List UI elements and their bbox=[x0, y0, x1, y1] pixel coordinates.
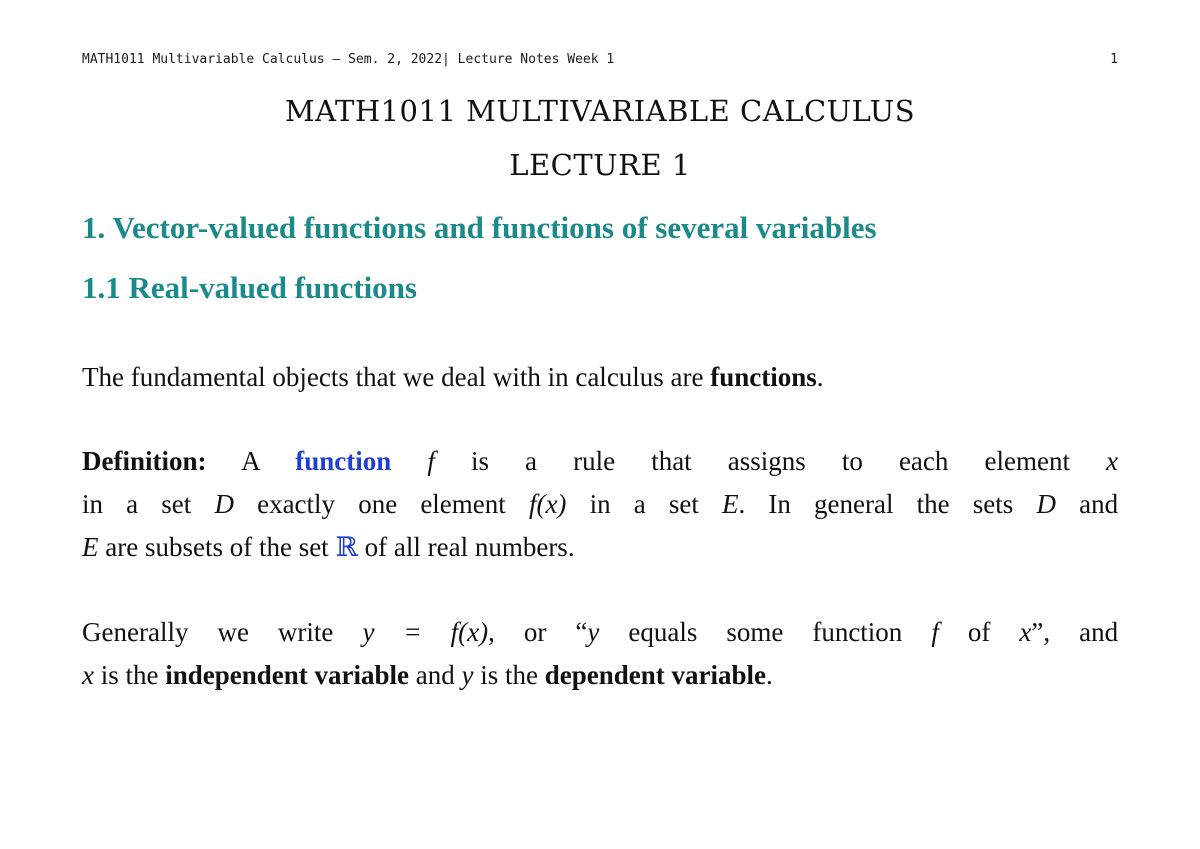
intro-bold-term: functions bbox=[710, 362, 817, 392]
def-line1-rest: is a rule that assigns to each element bbox=[470, 446, 1070, 476]
math-D: D bbox=[214, 489, 234, 519]
def-line2-text: and bbox=[1079, 489, 1119, 519]
intro-period: . bbox=[816, 362, 824, 392]
definition-paragraph bbox=[82, 440, 1118, 569]
math-y: y bbox=[461, 660, 474, 690]
math-E: E bbox=[82, 532, 99, 562]
def-term-function: function bbox=[295, 446, 392, 476]
definition-label: Definition: bbox=[82, 446, 207, 476]
math-f: f bbox=[931, 617, 939, 647]
page-number: 1 bbox=[1110, 52, 1118, 67]
notation-text: ”, and bbox=[1031, 617, 1119, 647]
definition-line-3 bbox=[82, 526, 1118, 569]
intro-text: The fundamental objects that we deal with in calculus are bbox=[82, 362, 711, 392]
def-line2-text: exactly one element bbox=[257, 489, 506, 519]
math-reals-symbol: ℝ bbox=[335, 532, 358, 562]
notation-line-2 bbox=[82, 654, 1118, 697]
def-line2-text: . In general the sets bbox=[738, 489, 1014, 519]
running-header bbox=[82, 52, 1118, 67]
math-x: x bbox=[1106, 446, 1119, 476]
notation-period: . bbox=[766, 660, 773, 690]
term-dependent-variable: dependent variable bbox=[544, 660, 766, 690]
def-line2-text: in a set bbox=[82, 489, 192, 519]
def-line3-text: of all real numbers. bbox=[364, 532, 575, 562]
def-line3-text: are subsets of the set bbox=[105, 532, 329, 562]
subsection-heading: 1.1 Real-valued functions bbox=[82, 270, 417, 305]
notation-line-1 bbox=[82, 611, 1118, 654]
notation-text: equals some function bbox=[628, 617, 903, 647]
notation-paragraph bbox=[82, 611, 1118, 697]
math-y: y bbox=[587, 617, 600, 647]
notation-text: is the bbox=[480, 660, 538, 690]
def-word-a: A bbox=[241, 446, 260, 476]
notation-text: Generally we write bbox=[82, 617, 334, 647]
notation-text: , or “ bbox=[488, 617, 588, 647]
document-title: MATH1011 MULTIVARIABLE CALCULUS bbox=[284, 94, 916, 128]
math-f: f bbox=[427, 446, 435, 476]
notation-text: is the bbox=[100, 660, 159, 690]
lecture-number: LECTURE 1 bbox=[509, 148, 691, 182]
notation-text: and bbox=[415, 660, 455, 690]
intro-paragraph bbox=[82, 356, 1118, 399]
math-fx: f(x) bbox=[528, 489, 567, 519]
math-D: D bbox=[1036, 489, 1056, 519]
notation-text: of bbox=[967, 617, 991, 647]
running-title: MATH1011 Multivariable Calculus – Sem. 2, 2022| Lecture Notes Week 1 bbox=[82, 52, 615, 67]
math-equation: y = f(x) bbox=[362, 617, 489, 647]
def-line2-text: in a set bbox=[589, 489, 699, 519]
definition-line-1 bbox=[82, 440, 1118, 483]
term-independent-variable: independent variable bbox=[165, 660, 410, 690]
math-E: E bbox=[722, 489, 739, 519]
section-heading: 1. Vector-valued functions and functions of several variables bbox=[82, 210, 877, 245]
math-x: x bbox=[82, 660, 94, 690]
definition-line-2 bbox=[82, 483, 1118, 526]
math-x: x bbox=[1019, 617, 1032, 647]
